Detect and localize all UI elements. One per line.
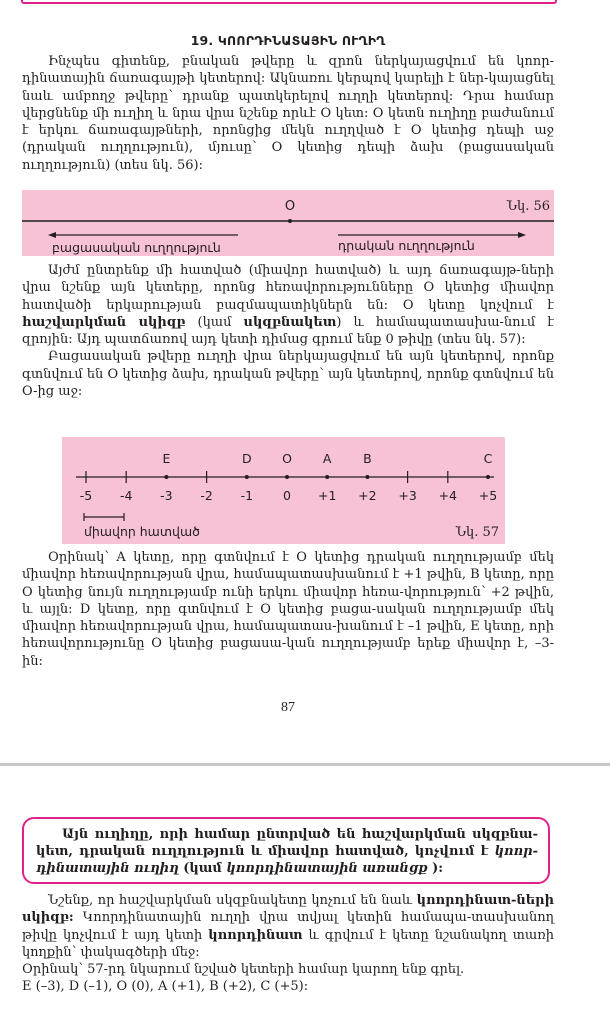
figure-56-svg	[22, 190, 554, 256]
fig57-unit-label: միավոր հատված	[84, 524, 200, 539]
fig57-tick-label: -1	[240, 488, 254, 503]
fig56-positive-label: դրական ուղղություն	[338, 238, 475, 253]
paragraph-intro	[22, 53, 554, 174]
fig57-tick-label: -2	[200, 488, 213, 503]
fig57-point-E	[164, 475, 168, 479]
paragraph-3: Բացասական թվերը ուղղի վրա ներկայացվում են այն կետերով, որոնք գտնվում են O կետից ձախ, դրական թվերը՝ այն կետերով, որոնք գտնվում են O-ից աջ:	[22, 349, 554, 400]
page-divider	[0, 763, 610, 766]
term-reference-origin: հաշվարկման սկիզբ	[22, 314, 186, 330]
term-coordinate-line: կոոր-դինատային ուղիղ	[36, 844, 538, 876]
fig57-point-label: B	[363, 451, 372, 466]
fig57-point-label: O	[282, 451, 292, 466]
paragraph-6: Օրինակ՝ 57-րդ նկարում նշված կետերի համար կարող ենք գրել.	[22, 962, 465, 978]
fig57-point-label: D	[241, 451, 252, 466]
definition-text-b: (կամ	[178, 861, 227, 876]
paragraph-4: Օրինակ՝ A կետը, որը գտնվում է O կետից դրական ուղղությամբ մեկ միավոր հեռավորության վրա, համապատասխանում է +1 թվին, B կետը, որը O կետից նույն ուղղությամբ ունի երկու միավոր հեռա-վորություն՝ +2 թվին, և այլն: D կետը, որը գտնվում է O կետից բացա-սական ուղղությամբ մեկ միավոր հեռավորության վրա, համապատաս-խանում է –1 թվին, E կետը, որի հեռավորությունը O կետից բացասա-կան ուղղությամբ երեք միավոր է, –3-ին:	[22, 550, 554, 669]
p5-text-a: Նշենք, որ հաշվարկման սկզբնակետը կոչում են նաև	[48, 893, 417, 908]
fig57-point-B	[365, 475, 369, 479]
fig57-tick-label: -3	[160, 488, 173, 503]
fig57-tick-label: +3	[398, 488, 417, 503]
paragraph-1: Ինչպես գիտենք, բնական թվերը և զրոն ներկայացվում են կոոր-դինատային ճառագայթի կետերով: Ակնառու կերպով կարելի է ներ-կայացնել նաև ամբողջ թվերը՝ դրանք պատկերելով ուղղի կետերով: Դրա համար վերցնենք մի ուղիղ և նրա վրա նշենք որևէ O կետ: O կետն ուղիղը բաժանում է երկու ճառագայթների, որոնցից մեկն ուղղված է O կետից դեպի աջ (դրական ուղղություն), մյուսը՝ O կետից դեպի ձախ (բացասական ուղղություն) (տես նկ. 56):	[22, 54, 554, 173]
section-title: 19. ԿՈՈՐԴԻՆԱՏԱՅԻՆ ՈՒՂԻՂ	[190, 33, 386, 48]
p5-text-c: Կոորդինատային ուղղի վրա տվյալ կետին համապա-տասխանող թիվը կոչվում է այդ կետի	[22, 910, 554, 943]
paragraph-2	[22, 262, 554, 348]
p2-text-c: (կամ	[185, 314, 244, 330]
page-number: 87	[281, 700, 295, 715]
fig57-tick-label: +5	[478, 488, 498, 503]
fig56-origin-point	[288, 219, 292, 223]
term-origin-point: սկզբնակետ	[243, 314, 337, 330]
definition-text	[36, 826, 538, 877]
fig57-tick-label: +1	[317, 488, 337, 503]
fig57-point-label: C	[483, 451, 493, 466]
fig57-tick-label: 0	[283, 488, 291, 503]
p5-text-d: և գրվում է կետը նշանակող տառի կողքին՝ փակագծերի մեջ:	[22, 927, 554, 960]
fig56-negative-label: բացասական ուղղություն	[52, 240, 221, 255]
fig57-tick-label: +4	[438, 488, 458, 503]
figure-56	[22, 190, 554, 256]
p2-text-a: Այժմ ընտրենք մի հատված (միավոր հատված) և այդ ճառագայթ-ների վրա նշենք այն կետերը, որոնց հեռավորությունները O կետից միավոր հատվածի երկարության բազմապատիկներն են: O կետը կոչվում է	[22, 263, 554, 313]
figure-57-svg	[62, 437, 505, 544]
paragraph-unit	[22, 262, 554, 400]
p2-text-d: ) և համապատասխա-նում է զրոյին: Այդ պատճառով այդ կետի դիմաց գրում ենք 0 թիվը (տես նկ. 57):	[22, 314, 554, 348]
fig56-origin-label: O	[284, 199, 296, 214]
fig57-point-label: E	[162, 451, 171, 466]
fig57-tick-label: +2	[358, 488, 377, 503]
paragraph-5	[22, 892, 554, 961]
fig57-point-A	[325, 475, 329, 479]
fig57-caption: Նկ. 57	[455, 525, 499, 540]
fig57-point-D	[245, 475, 249, 479]
paragraph-coordinates	[22, 892, 554, 996]
definition-box	[22, 817, 550, 884]
fig57-point-label: A	[322, 451, 332, 466]
term-coordinate: կոորդինատ	[208, 927, 303, 943]
definition-text-a: Այն ուղիղը, որի համար ընտրված են հաշվարկման սկզբնա-կետ, դրական ուղղություն և միավոր հատված, կոչվում է	[36, 827, 538, 859]
fig57-point-O	[285, 475, 289, 479]
paragraph-example	[22, 549, 554, 670]
term-coordinate-origin: կոորդինատ-ների սկիզբ:	[22, 893, 554, 926]
fig56-positive-arrowhead-icon	[518, 232, 526, 238]
figure-57	[62, 437, 505, 544]
fig57-tick-label: -5	[79, 488, 93, 503]
definition-text-c: ):	[427, 861, 444, 876]
fig57-tick-label: -4	[119, 488, 133, 503]
previous-box-border	[21, 0, 557, 4]
term-coordinate-axis: կոորդինատային առանցք	[226, 861, 428, 876]
fig56-caption: Նկ. 56	[506, 199, 550, 214]
paragraph-7: E (–3), D (–1), O (0), A (+1), B (+2), C (+5):	[22, 979, 309, 995]
fig56-negative-arrowhead-icon	[48, 232, 56, 238]
fig57-point-C	[486, 475, 490, 479]
